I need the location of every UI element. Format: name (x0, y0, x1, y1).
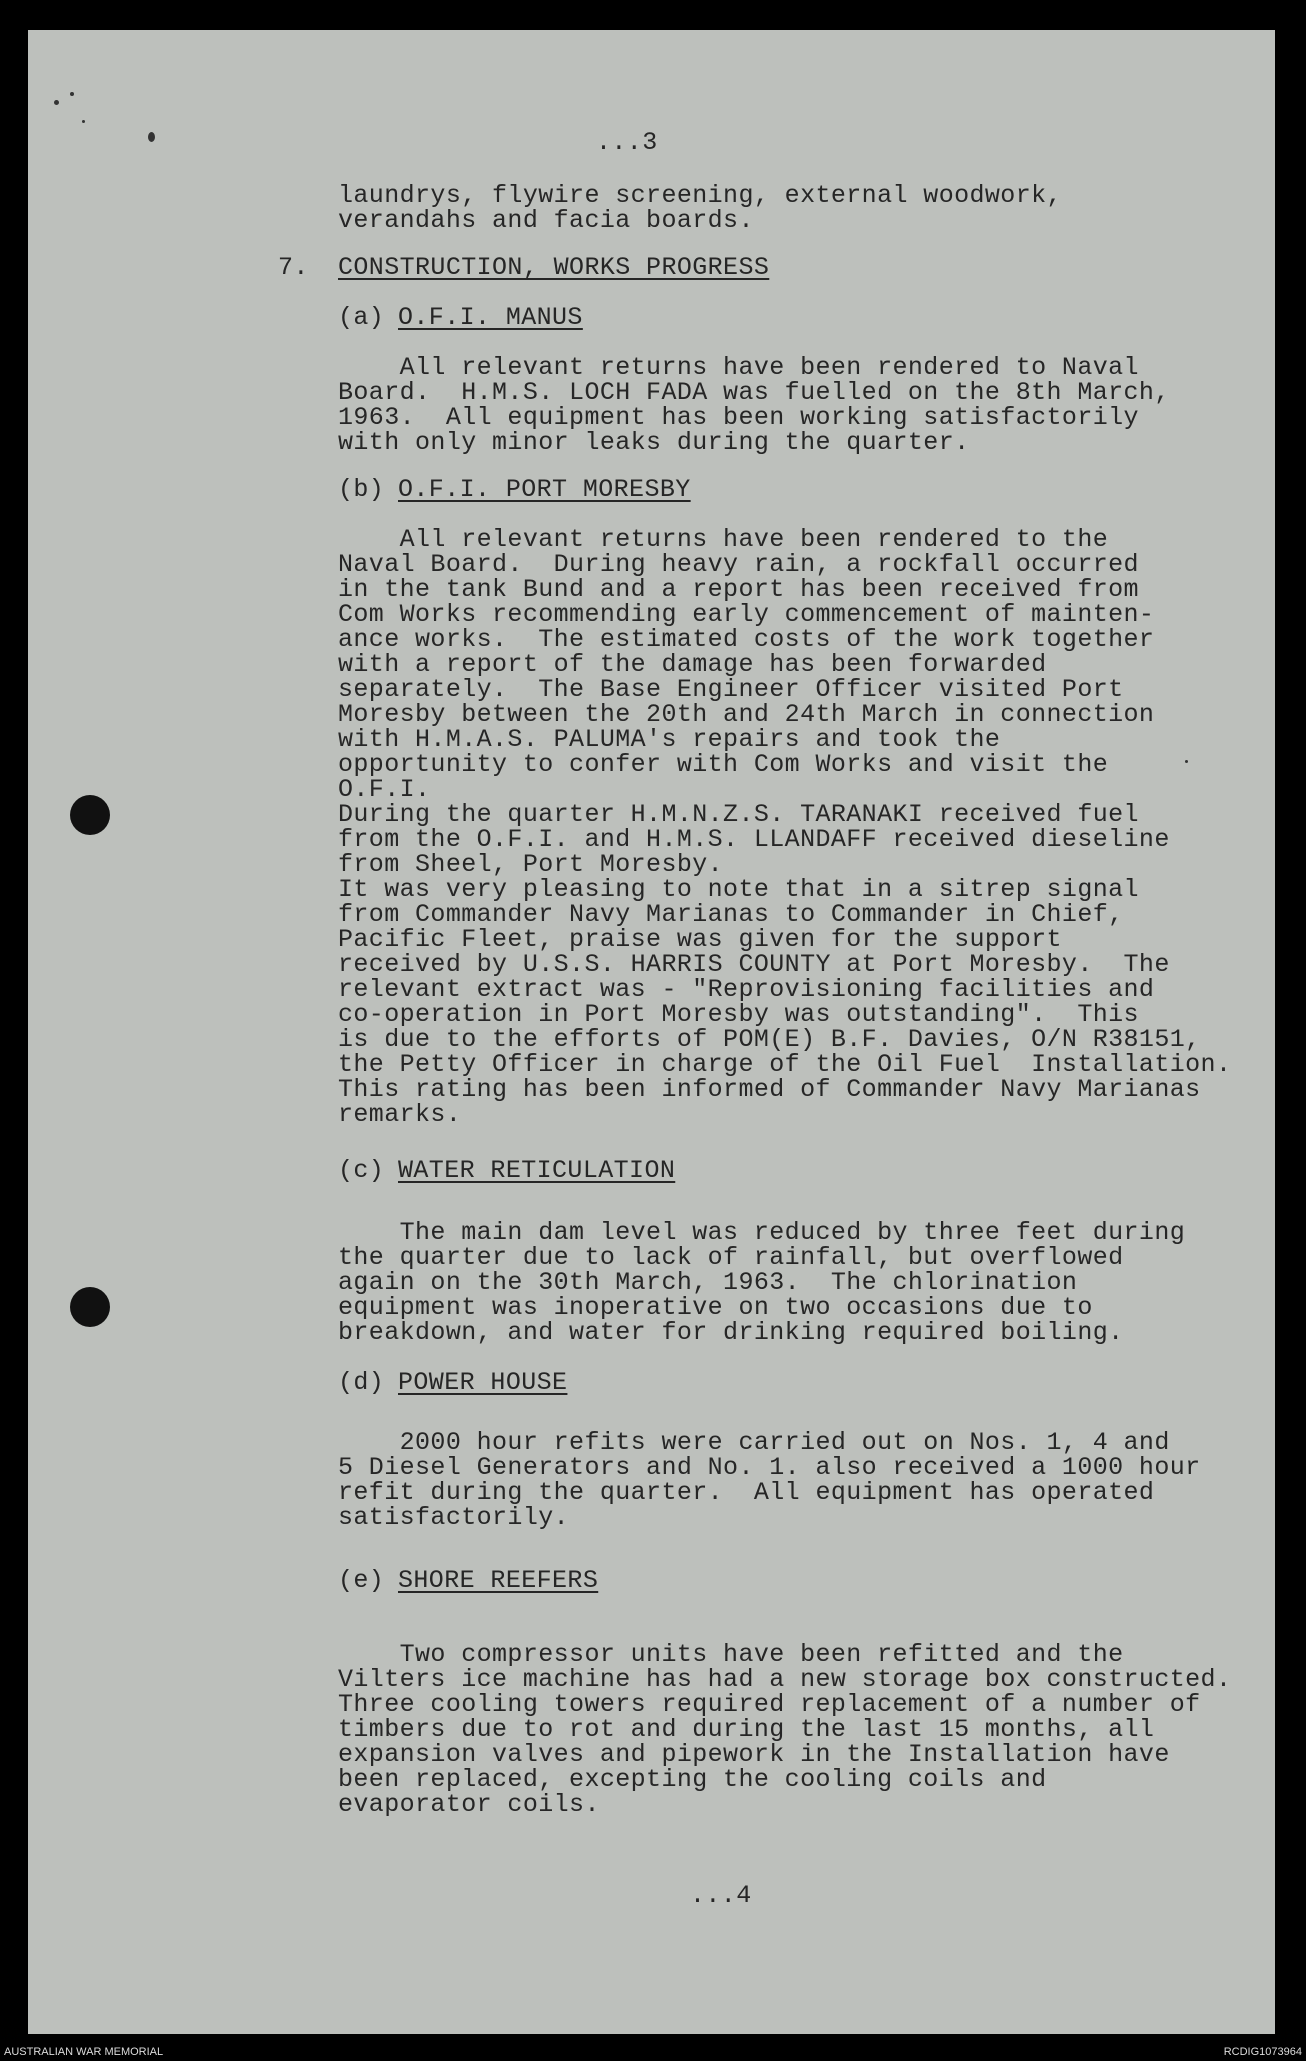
subsection-label: (b) (338, 475, 385, 504)
body-line: received by U.S.S. HARRIS COUNTY at Port Moresby. The (338, 950, 1170, 979)
section-title: CONSTRUCTION, WORKS PROGRESS (338, 253, 770, 282)
paper-speck (148, 132, 155, 142)
body-line: Naval Board. During heavy rain, a rockfall occurred (338, 550, 1139, 579)
subsection-label: (c) (338, 1156, 385, 1185)
subsection-title: O.F.I. MANUS (398, 303, 583, 332)
body-line: 1963. All equipment has been working satisfactorily (338, 403, 1139, 432)
body-line: expansion valves and pipework in the Installation have (338, 1740, 1170, 1769)
body-line: Vilters ice machine has had a new storage box constructed. (338, 1665, 1232, 1694)
page-marker-bottom: ...4 (690, 1881, 752, 1910)
body-line: Moresby between the 20th and 24th March in connection (338, 700, 1155, 729)
body-line: again on the 30th March, 1963. The chlorination (338, 1268, 1078, 1297)
body-line: from the O.F.I. and H.M.S. LLANDAFF received dieseline (338, 825, 1170, 854)
subsection-label: (d) (338, 1368, 385, 1397)
subsection-title: SHORE REEFERS (398, 1566, 599, 1595)
body-line: is due to the efforts of POM(E) B.F. Davies, O/N R38151, (338, 1025, 1201, 1054)
body-line: satisfactorily. (338, 1503, 570, 1532)
body-line: During the quarter H.M.N.Z.S. TARANAKI received fuel (338, 800, 1139, 829)
intro-line: verandahs and facia boards. (338, 206, 754, 235)
body-line: with H.M.A.S. PALUMA's repairs and took the (338, 725, 1001, 754)
subsection-title: O.F.I. PORT MORESBY (398, 475, 691, 504)
body-line: All relevant returns have been rendered to the (338, 525, 1109, 554)
body-line: evaporator coils. (338, 1790, 600, 1819)
punch-hole-bottom (70, 1287, 110, 1327)
body-line: Pacific Fleet, praise was given for the support (338, 925, 1062, 954)
paper-speck (1185, 760, 1188, 763)
body-line: the quarter due to lack of rainfall, but overflowed (338, 1243, 1124, 1272)
body-line: timbers due to rot and during the last 15 months, all (338, 1715, 1155, 1744)
paper-speck (82, 120, 85, 123)
archive-record-id: RCDIG1073964 (1223, 2046, 1302, 2058)
intro-line: laundrys, flywire screening, external woodwork, (338, 181, 1062, 210)
subsection-title: WATER RETICULATION (398, 1156, 676, 1185)
subsection-label: (a) (338, 303, 385, 332)
body-line: remarks. (338, 1100, 462, 1129)
body-line: Com Works recommending early commencement of mainten- (338, 600, 1155, 629)
body-line: It was very pleasing to note that in a sitrep signal (338, 875, 1139, 904)
body-line: breakdown, and water for drinking required boiling. (338, 1318, 1124, 1347)
paper-speck (70, 92, 74, 96)
body-line: with only minor leaks during the quarter. (338, 428, 970, 457)
archive-source-label: AUSTRALIAN WAR MEMORIAL (4, 2046, 164, 2058)
body-line: been replaced, excepting the cooling coils and (338, 1765, 1047, 1794)
body-line: separately. The Base Engineer Officer visited Port (338, 675, 1124, 704)
subsection-title: POWER HOUSE (398, 1368, 568, 1397)
body-line: in the tank Bund and a report has been received from (338, 575, 1139, 604)
body-line: Two compressor units have been refitted and the (338, 1640, 1124, 1669)
body-line: equipment was inoperative on two occasions due to (338, 1293, 1093, 1322)
body-line: from Commander Navy Marianas to Commander in Chief, (338, 900, 1124, 929)
body-line: ance works. The estimated costs of the work together (338, 625, 1155, 654)
body-line: 2000 hour refits were carried out on Nos. 1, 4 and (338, 1428, 1170, 1457)
body-line: This rating has been informed of Commander Navy Marianas (338, 1075, 1201, 1104)
body-line: from Sheel, Port Moresby. (338, 850, 724, 879)
subsection-label: (e) (338, 1566, 385, 1595)
body-line: co-operation in Port Moresby was outstanding". This (338, 1000, 1139, 1029)
page-marker-top: ...3 (596, 128, 658, 157)
section-number: 7. (278, 253, 309, 282)
body-line: 5 Diesel Generators and No. 1. also received a 1000 hour (338, 1453, 1201, 1482)
body-line: O.F.I. (338, 775, 431, 804)
body-line: All relevant returns have been rendered to Naval (338, 353, 1139, 382)
punch-hole-top (70, 795, 110, 835)
body-line: Three cooling towers required replacement of a number of (338, 1690, 1201, 1719)
body-line: The main dam level was reduced by three feet during (338, 1218, 1186, 1247)
body-line: the Petty Officer in charge of the Oil Fuel Installation. (338, 1050, 1232, 1079)
body-line: with a report of the damage has been forwarded (338, 650, 1047, 679)
body-line: opportunity to confer with Com Works and visit the (338, 750, 1109, 779)
paper-speck (54, 100, 59, 105)
body-line: relevant extract was - "Reprovisioning facilities and (338, 975, 1155, 1004)
body-line: Board. H.M.S. LOCH FADA was fuelled on the 8th March, (338, 378, 1170, 407)
body-line: refit during the quarter. All equipment has operated (338, 1478, 1155, 1507)
